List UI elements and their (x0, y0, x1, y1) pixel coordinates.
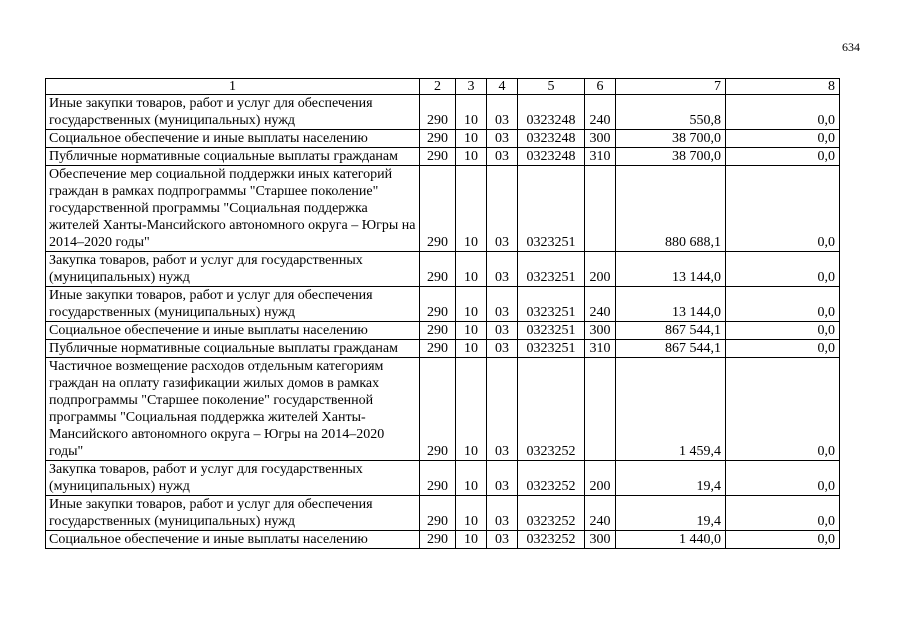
target-article-cell: 0323252 (518, 461, 585, 496)
amount-cell: 867 544,1 (616, 340, 726, 358)
amount-cell: 13 144,0 (616, 252, 726, 287)
page-number: 634 (842, 40, 860, 54)
amount-cell: 867 544,1 (616, 322, 726, 340)
description-cell: Частичное возмещение расходов отдельным категориям граждан на оплату газификации жилых домов в рамках подпрограммы "Старшее поколение" государственной программы "Социальная поддержка жителей Ханты-Мансийского автономного округа – Югры на 2014–2020 годы" (46, 358, 420, 461)
target-article-cell: 0323252 (518, 531, 585, 549)
code-cell: 290 (420, 252, 456, 287)
amount2-cell: 0,0 (726, 340, 840, 358)
target-article-cell: 0323252 (518, 496, 585, 531)
code-cell: 290 (420, 148, 456, 166)
amount2-cell: 0,0 (726, 461, 840, 496)
amount2-cell: 0,0 (726, 148, 840, 166)
column-header: 4 (487, 79, 518, 95)
table-row (46, 287, 840, 322)
description-cell: Обеспечение мер социальной поддержки иных категорий граждан в рамках подпрограммы "Старшее поколение" государственной программы "Социальная поддержка жителей Ханты-Мансийского автономного округа – Югры на 2014–2020 годы" (46, 166, 420, 252)
column-header: 5 (518, 79, 585, 95)
description-cell: Закупка товаров, работ и услуг для государственных (муниципальных) нужд (46, 252, 420, 287)
table-row (46, 252, 840, 287)
expense-type-cell: 240 (585, 496, 616, 531)
table-row (46, 461, 840, 496)
table-row (46, 95, 840, 130)
section-cell: 10 (456, 322, 487, 340)
target-article-cell: 0323248 (518, 130, 585, 148)
table-row (46, 130, 840, 148)
table-row (46, 531, 840, 549)
subsection-cell: 03 (487, 130, 518, 148)
description-cell: Закупка товаров, работ и услуг для государственных (муниципальных) нужд (46, 461, 420, 496)
amount2-cell: 0,0 (726, 95, 840, 130)
target-article-cell: 0323251 (518, 252, 585, 287)
table-row (46, 340, 840, 358)
section-cell: 10 (456, 287, 487, 322)
subsection-cell: 03 (487, 340, 518, 358)
amount2-cell: 0,0 (726, 166, 840, 252)
expense-type-cell: 200 (585, 252, 616, 287)
table-row (46, 148, 840, 166)
section-cell: 10 (456, 358, 487, 461)
expense-type-cell: 240 (585, 287, 616, 322)
amount-cell: 550,8 (616, 95, 726, 130)
code-cell: 290 (420, 461, 456, 496)
column-header: 1 (46, 79, 420, 95)
budget-table (45, 78, 840, 549)
target-article-cell: 0323251 (518, 322, 585, 340)
amount-cell: 13 144,0 (616, 287, 726, 322)
subsection-cell: 03 (487, 322, 518, 340)
table-row (46, 166, 840, 252)
expense-type-cell: 310 (585, 148, 616, 166)
subsection-cell: 03 (487, 252, 518, 287)
amount2-cell: 0,0 (726, 322, 840, 340)
description-cell: Социальное обеспечение и иные выплаты населению (46, 130, 420, 148)
subsection-cell: 03 (487, 166, 518, 252)
target-article-cell: 0323251 (518, 166, 585, 252)
description-cell: Иные закупки товаров, работ и услуг для обеспечения государственных (муниципальных) нужд (46, 287, 420, 322)
description-cell: Иные закупки товаров, работ и услуг для обеспечения государственных (муниципальных) нужд (46, 496, 420, 531)
expense-type-cell: 310 (585, 340, 616, 358)
amount-cell: 19,4 (616, 496, 726, 531)
expense-type-cell: 240 (585, 95, 616, 130)
amount-cell: 1 440,0 (616, 531, 726, 549)
target-article-cell: 0323251 (518, 340, 585, 358)
expense-type-cell: 300 (585, 531, 616, 549)
description-cell: Иные закупки товаров, работ и услуг для обеспечения государственных (муниципальных) нужд (46, 95, 420, 130)
section-cell: 10 (456, 496, 487, 531)
expense-type-cell (585, 358, 616, 461)
expense-type-cell: 300 (585, 130, 616, 148)
description-cell: Публичные нормативные социальные выплаты гражданам (46, 340, 420, 358)
amount2-cell: 0,0 (726, 358, 840, 461)
amount-cell: 1 459,4 (616, 358, 726, 461)
code-cell: 290 (420, 166, 456, 252)
column-header: 7 (616, 79, 726, 95)
table-row (46, 358, 840, 461)
code-cell: 290 (420, 287, 456, 322)
amount2-cell: 0,0 (726, 496, 840, 531)
amount-cell: 38 700,0 (616, 148, 726, 166)
code-cell: 290 (420, 322, 456, 340)
column-header: 6 (585, 79, 616, 95)
target-article-cell: 0323252 (518, 358, 585, 461)
amount2-cell: 0,0 (726, 252, 840, 287)
subsection-cell: 03 (487, 496, 518, 531)
code-cell: 290 (420, 358, 456, 461)
expense-type-cell: 300 (585, 322, 616, 340)
table-header-row (46, 79, 840, 95)
subsection-cell: 03 (487, 148, 518, 166)
subsection-cell: 03 (487, 95, 518, 130)
amount2-cell: 0,0 (726, 130, 840, 148)
section-cell: 10 (456, 340, 487, 358)
target-article-cell: 0323248 (518, 148, 585, 166)
subsection-cell: 03 (487, 461, 518, 496)
description-cell: Социальное обеспечение и иные выплаты населению (46, 322, 420, 340)
code-cell: 290 (420, 95, 456, 130)
code-cell: 290 (420, 531, 456, 549)
amount-cell: 19,4 (616, 461, 726, 496)
section-cell: 10 (456, 531, 487, 549)
expense-type-cell: 200 (585, 461, 616, 496)
subsection-cell: 03 (487, 531, 518, 549)
description-cell: Социальное обеспечение и иные выплаты населению (46, 531, 420, 549)
amount-cell: 880 688,1 (616, 166, 726, 252)
section-cell: 10 (456, 252, 487, 287)
column-header: 2 (420, 79, 456, 95)
column-header: 3 (456, 79, 487, 95)
target-article-cell: 0323251 (518, 287, 585, 322)
code-cell: 290 (420, 340, 456, 358)
description-cell: Публичные нормативные социальные выплаты гражданам (46, 148, 420, 166)
column-header: 8 (726, 79, 840, 95)
expense-type-cell (585, 166, 616, 252)
subsection-cell: 03 (487, 287, 518, 322)
amount2-cell: 0,0 (726, 531, 840, 549)
code-cell: 290 (420, 496, 456, 531)
section-cell: 10 (456, 95, 487, 130)
section-cell: 10 (456, 166, 487, 252)
amount-cell: 38 700,0 (616, 130, 726, 148)
section-cell: 10 (456, 461, 487, 496)
amount2-cell: 0,0 (726, 287, 840, 322)
code-cell: 290 (420, 130, 456, 148)
section-cell: 10 (456, 148, 487, 166)
subsection-cell: 03 (487, 358, 518, 461)
table-row (46, 496, 840, 531)
target-article-cell: 0323248 (518, 95, 585, 130)
section-cell: 10 (456, 130, 487, 148)
table-row (46, 322, 840, 340)
